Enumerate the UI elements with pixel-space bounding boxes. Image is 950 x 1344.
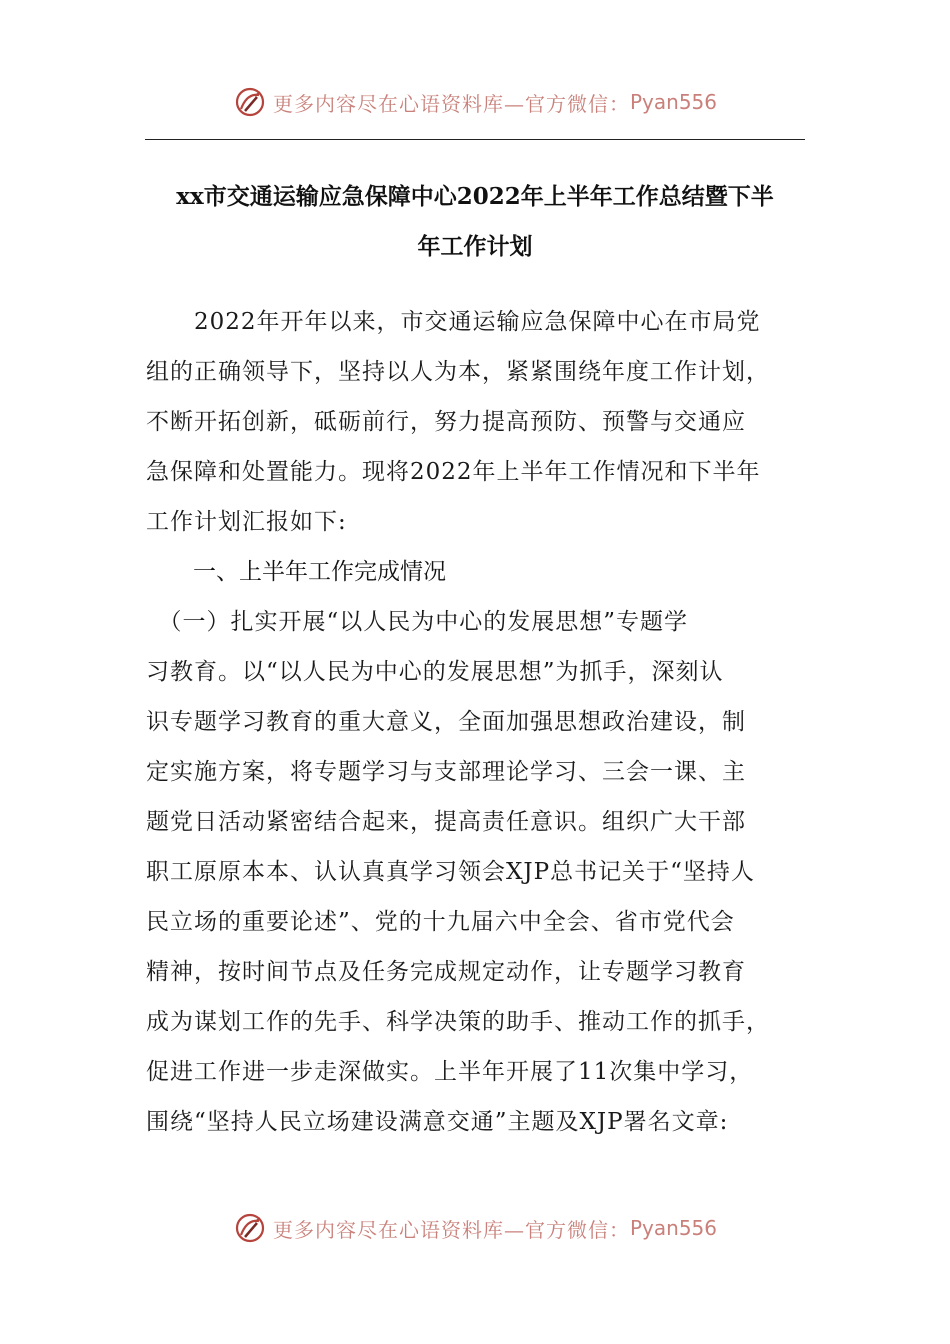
section-line: 职工原原本本、认认真真学习领会XJP总书记关于“坚持人 [146, 859, 755, 885]
watermark-text: 更多内容尽在心语资料库—官方微信： [272, 1217, 630, 1242]
pen-swirl-logo-icon [233, 1211, 267, 1245]
section-line: 围绕“坚持人民立场建设满意交通”主题及XJP署名文章: [146, 1109, 729, 1135]
watermark-text: 更多内容尽在心语资料库—官方微信： [272, 91, 630, 116]
section-line: 民立场的重要论述”、党的十九届六中全会、省市党代会 [146, 909, 735, 935]
section-line: 识专题学习教育的重大意义，全面加强思想政治建设，制 [146, 709, 746, 735]
section-line: 定实施方案，将专题学习与支部理论学习、三会一课、主 [146, 759, 746, 785]
section-line: 促进工作进一步走深做实。上半年开展了11次集中学习， [146, 1059, 754, 1085]
intro-line: 不断开拓创新，砥砺前行，努力提高预防、预警与交通应 [146, 409, 746, 435]
pen-swirl-logo-icon [233, 85, 267, 119]
document-title-line-2: 年工作计划 [417, 233, 533, 260]
header-watermark [0, 82, 950, 122]
watermark-wechat-id: Pyan556 [629, 1216, 717, 1240]
section-heading: 一、上半年工作完成情况 [193, 559, 446, 585]
section-line: 题党日活动紧密结合起来，提高责任意识。组织广大干部 [146, 809, 746, 835]
section-line: 精神，按时间节点及任务完成规定动作，让专题学习教育 [146, 959, 746, 985]
intro-line: 急保障和处置能力。现将2022年上半年工作情况和下半年 [146, 459, 761, 485]
section-line: 习教育。以“以人民为中心的发展思想”为抓手，深刻认 [146, 659, 724, 685]
intro-line: 工作计划汇报如下: [146, 509, 347, 535]
header-divider [145, 139, 805, 140]
section-line: 成为谋划工作的先手、科学决策的助手、推动工作的抓手， [146, 1009, 770, 1035]
intro-line: 2022年开年以来，市交通运输应急保障中心在市局党 [146, 309, 761, 335]
section-line: （一）扎实开展“以人民为中心的发展思想”专题学 [146, 609, 689, 635]
intro-line: 组的正确领导下，坚持以人为本，紧紧围绕年度工作计划， [146, 359, 770, 385]
document-title [140, 172, 810, 272]
footer-watermark [0, 1208, 950, 1248]
watermark-wechat-id: Pyan556 [629, 90, 717, 114]
document-title-line-1: xx市交通运输应急保障中心2022年上半年工作总结暨下半 [176, 183, 774, 210]
